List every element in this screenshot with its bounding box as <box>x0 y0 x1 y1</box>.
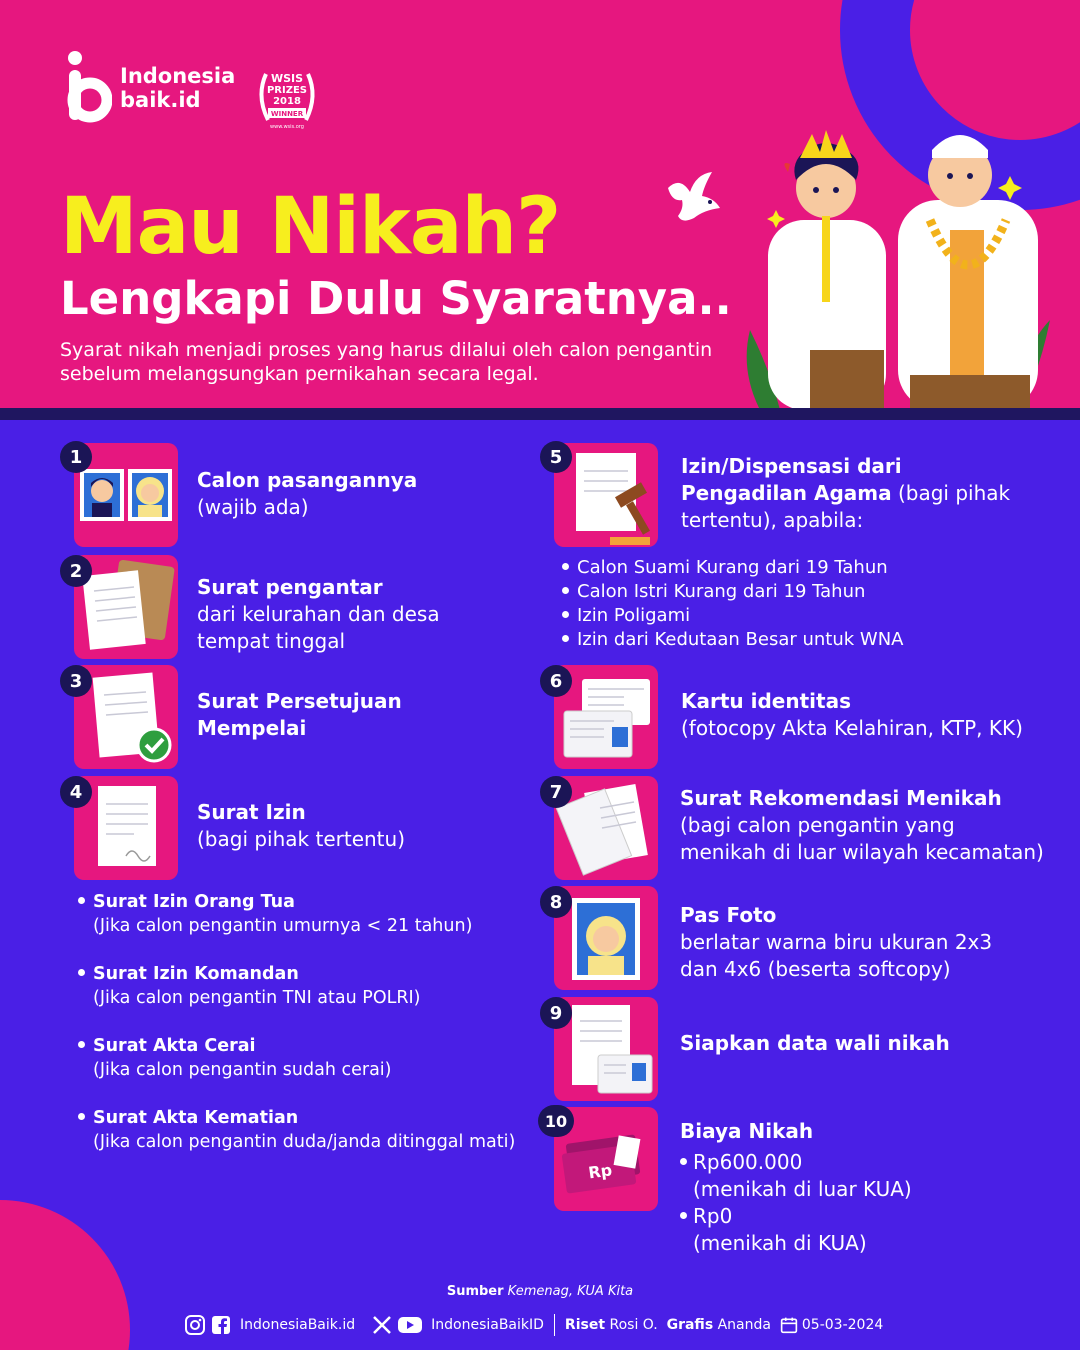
item-7-title: Surat Rekomendasi Menikah <box>680 786 1002 810</box>
award-label: WINNER <box>270 110 304 118</box>
grafis-value: Ananda <box>717 1317 771 1333</box>
item-4-desc: (bagi pihak tertentu) <box>197 827 405 851</box>
item-7-desc-1: (bagi calon pengantin yang <box>680 813 955 837</box>
item-6-text <box>681 688 1023 742</box>
header-divider <box>0 408 1080 420</box>
source-value: Kemenag, KUA Kita <box>507 1284 634 1299</box>
item-6-desc: (fotocopy Akta Kelahiran, KTP, KK) <box>681 716 1023 740</box>
item-8-title: Pas Foto <box>680 903 777 927</box>
facebook-icon[interactable] <box>210 1314 232 1336</box>
svg-text:Rp: Rp <box>587 1160 614 1183</box>
source-label: Sumber <box>446 1284 504 1299</box>
list-item: Calon Suami Kurang dari 19 Tahun <box>562 556 904 580</box>
fee-note-2: (menikah di KUA) <box>693 1231 867 1255</box>
item-3-title-1: Surat Persetujuan <box>197 689 402 713</box>
list-item <box>78 890 472 938</box>
subitem-3-title: Surat Akta Cerai <box>93 1036 256 1056</box>
logo-line2: baik.id <box>120 88 201 112</box>
item-8-desc-2: dan 4x6 (beserta softcopy) <box>680 957 951 981</box>
page-subtitle: Lengkapi Dulu Syaratnya.. <box>60 272 732 325</box>
calendar-icon <box>780 1316 798 1334</box>
item-5-text <box>681 453 1010 534</box>
subitem-4-note: (Jika calon pengantin duda/janda ditinggal mati) <box>93 1132 516 1152</box>
award-line2: PRIZES <box>266 85 308 96</box>
item-3-number: 3 <box>60 665 92 697</box>
footer-bar <box>184 1312 883 1338</box>
youtube-icon[interactable] <box>397 1314 423 1336</box>
item-1-title: Calon pasangannya <box>197 468 418 492</box>
fee-item-1: Rp600.000 <box>680 1149 912 1176</box>
item-7-text <box>680 785 1044 866</box>
subitem-1-title: Surat Izin Orang Tua <box>93 892 295 912</box>
item-6-title: Kartu identitas <box>681 689 851 713</box>
item-5-number: 5 <box>540 441 572 473</box>
fee-note-1: (menikah di luar KUA) <box>693 1177 912 1201</box>
item-3-text <box>197 688 402 742</box>
item-5-title-rest: (bagi pihak <box>891 481 1011 505</box>
subitem-1-note: (Jika calon pengantin umurnya < 21 tahun) <box>93 916 473 936</box>
handle-2[interactable]: IndonesiaBaikID <box>431 1317 544 1333</box>
source-credit <box>0 1284 1080 1299</box>
list-item: Izin Poligami <box>562 604 904 628</box>
item-2-desc-1: dari kelurahan dan desa <box>197 602 440 626</box>
list-item: Izin dari Kedutaan Besar untuk WNA <box>562 628 904 652</box>
item-1-text <box>197 467 417 521</box>
header-banner <box>0 0 1080 408</box>
item-2-desc-2: tempat tinggal <box>197 629 346 653</box>
item-8-text <box>680 902 992 983</box>
fee-item-2: Rp0 <box>680 1203 912 1230</box>
item-6-number: 6 <box>540 665 572 697</box>
bride-groom-illustration <box>650 120 1070 408</box>
item-5-desc: tertentu), apabila: <box>681 508 864 532</box>
item-7-desc-2: menikah di luar wilayah kecamatan) <box>680 840 1044 864</box>
handle-1[interactable]: IndonesiaBaik.id <box>240 1317 356 1333</box>
item-4-text <box>197 799 405 853</box>
intro-line1: Syarat nikah menjadi proses yang harus dilalui oleh calon pengantin <box>60 339 713 361</box>
item-8-number: 8 <box>540 886 572 918</box>
item-4-title: Surat Izin <box>197 800 306 824</box>
item-9-title: Siapkan data wali nikah <box>680 1031 950 1055</box>
riset-value: Rosi O. <box>609 1317 658 1333</box>
grafis-label: Grafis <box>666 1317 714 1333</box>
page-title: Mau Nikah? <box>60 182 561 272</box>
item-9-number: 9 <box>540 997 572 1029</box>
item-5-bullets <box>562 556 904 652</box>
footer-separator <box>554 1314 555 1336</box>
x-twitter-icon[interactable] <box>371 1314 393 1336</box>
publish-date: 05-03-2024 <box>801 1317 884 1333</box>
item-5-title-1: Izin/Dispensasi dari <box>681 454 902 478</box>
decorative-circle <box>0 1200 130 1350</box>
subitem-2-title: Surat Izin Komandan <box>93 964 299 984</box>
item-2-number: 2 <box>60 555 92 587</box>
award-url: www.wsis.org <box>270 124 304 130</box>
subitem-3-note: (Jika calon pengantin sudah cerai) <box>93 1060 392 1080</box>
award-year: 2018 <box>273 96 301 107</box>
item-7-number: 7 <box>540 776 572 808</box>
intro-text <box>60 338 740 386</box>
logo-mark-icon <box>66 50 112 126</box>
list-item <box>78 962 421 1010</box>
item-10-title: Biaya Nikah <box>680 1119 814 1143</box>
riset-label: Riset <box>564 1317 606 1333</box>
item-10-text <box>680 1118 912 1257</box>
item-1-number: 1 <box>60 441 92 473</box>
instagram-icon[interactable] <box>184 1314 206 1336</box>
item-10-number: 10 <box>538 1105 574 1137</box>
wsis-award-badge-icon <box>252 66 322 132</box>
indonesiabaik-logo <box>66 50 235 126</box>
list-item <box>78 1106 515 1154</box>
subitem-2-note: (Jika calon pengantin TNI atau POLRI) <box>93 988 421 1008</box>
item-2-text <box>197 574 440 655</box>
intro-line2: sebelum melangsungkan pernikahan secara legal. <box>60 363 539 385</box>
item-4-number: 4 <box>60 776 92 808</box>
list-item <box>78 1034 392 1082</box>
item-2-title: Surat pengantar <box>197 575 383 599</box>
award-line1: WSIS <box>270 72 304 85</box>
item-1-desc: (wajib ada) <box>197 495 309 519</box>
subitem-4-title: Surat Akta Kematian <box>93 1108 299 1128</box>
logo-line1: Indonesia <box>120 64 236 88</box>
item-8-desc-1: berlatar warna biru ukuran 2x3 <box>680 930 993 954</box>
item-9-text <box>680 1030 950 1057</box>
item-3-title-2: Mempelai <box>197 716 307 740</box>
item-5-title-2: Pengadilan Agama <box>681 481 892 505</box>
list-item: Calon Istri Kurang dari 19 Tahun <box>562 580 904 604</box>
